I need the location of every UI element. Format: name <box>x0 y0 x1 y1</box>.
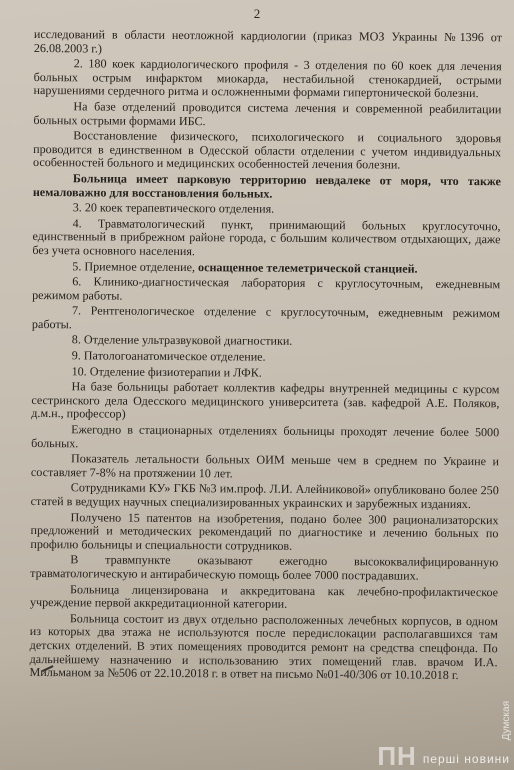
page-number: 2 <box>253 6 261 21</box>
paragraph-restoration: Восстановление физического, психологического и социального здоровья проводится в единственном в Одесской области отделении с учетом индивидуальных особенностей больного и медицинских особенностей лечения болезни. <box>33 128 502 172</box>
watermark-text: перші новини <box>422 752 510 766</box>
watermark-side-text: Думская <box>501 700 512 740</box>
watermark <box>377 741 510 770</box>
paragraph-physiotherapy: 10. Отделение физиотерапии и ЛФК. <box>71 363 262 380</box>
paragraph-therapy-beds: 3. 20 коек терапевтического отделения. <box>72 200 275 216</box>
paragraph-park-territory: Больница имеет парковую территорию невдалеке от моря, что также немаловажно для восстановления больных. <box>32 171 501 201</box>
paragraph-ultrasound: 8. Отделение ультразвуковой диагностики. <box>71 332 293 349</box>
paragraph-trauma-point: 4. Травматологический пункт, принимающий больных круглосуточно, единственный в прибрежном районе города, с большим количеством отдыхающих, даже без учета основного населения. <box>32 215 501 259</box>
paragraph-publications: Сотрудниками КУ» ГКБ №3 им.проф. Л.И. Алейниковой» опубликовано более 250 статей в ведущих научных специализированных украинских и зарубежных изданиях. <box>30 480 499 512</box>
paragraph-radiology: 7. Рентгенологическое отделение с круглосуточным, ежедневным режимом работы. <box>31 303 501 332</box>
paragraph-rehab-system: На базе отделений проводится система лечения и современной реабилитации больных острыми формами ИБС. <box>33 99 502 128</box>
paragraph-patents: Получено 15 патентов на изобретения, подано более 300 рационализаторских предложений и методических рекомендаций по диагностике и лечению больных по профилю больницы и специальности сотрудников. <box>30 509 499 553</box>
admission-highlight: оснащенное телеметрической станцией. <box>198 259 418 276</box>
paragraph-mortality: Показатель летальности больных ОИМ меньше чем в среднем по Украине и составляет 7-8% на протяжении 10 лет. <box>30 451 500 481</box>
paragraph-department: На базе больницы работает коллектив кафедры внутренней медицины с курсом сестринского дела Одесского медицинского университета (зав. кафедрой А.Е. Поляков, д.м.н., профессор) <box>31 379 500 422</box>
paragraph-buildings: Больница состоит из двух отдельно расположенных лечебных корпусов, в одном из которых два этажа не используются после передислокации располагавшихся там детских отделений. В этих помещениях проводится ремонт на средства спецфонда. По дальнейшему назначению и использованию этих помещений глав. врачом И.А. Мильманом за №506 от 22.10.2018 г. в ответ на письмо №01-40/306 от 10.10.2018 г. <box>29 611 498 683</box>
paragraph-trauma-help: В травмпункте оказывают ежегодно высококвалифицированную травматологическую и антирабическую помощь более 7000 пострадавших. <box>30 552 499 583</box>
document-body <box>29 28 502 685</box>
admission-text: 5. Приемное отделение, <box>72 258 199 274</box>
paragraph-cardiology-beds: 2. 180 коек кардиологического профиля - 3 отделения по 60 коек для лечения больных острым инфарктом миокарда, нестабильной стенокардией, острыми нарушениями сердечного ритма и осложненными формами гипертонической болезни. <box>33 56 502 101</box>
paragraph-intro: исследований в области неотложной кардиологии (приказ МОЗ Украины №1396 от 26.08.2003 г.) <box>33 27 502 56</box>
paragraph-annual-patients: Ежегодно в стационарных отделениях больницы проходят лечение более 5000 больных. <box>31 422 500 450</box>
paragraph-license: Больница лицензирована и аккредитована как лечебно-профилактическое учреждение первой аккредитационной категории. <box>29 581 499 611</box>
watermark-logo: ПН <box>377 741 417 770</box>
paragraph-pathology: 9. Патологоанатомическое отделение. <box>71 348 266 364</box>
paragraph-laboratory: 6. Клинико-диагностическая лаборатория с круглосуточным, ежедневным режимом работы. <box>32 274 501 303</box>
